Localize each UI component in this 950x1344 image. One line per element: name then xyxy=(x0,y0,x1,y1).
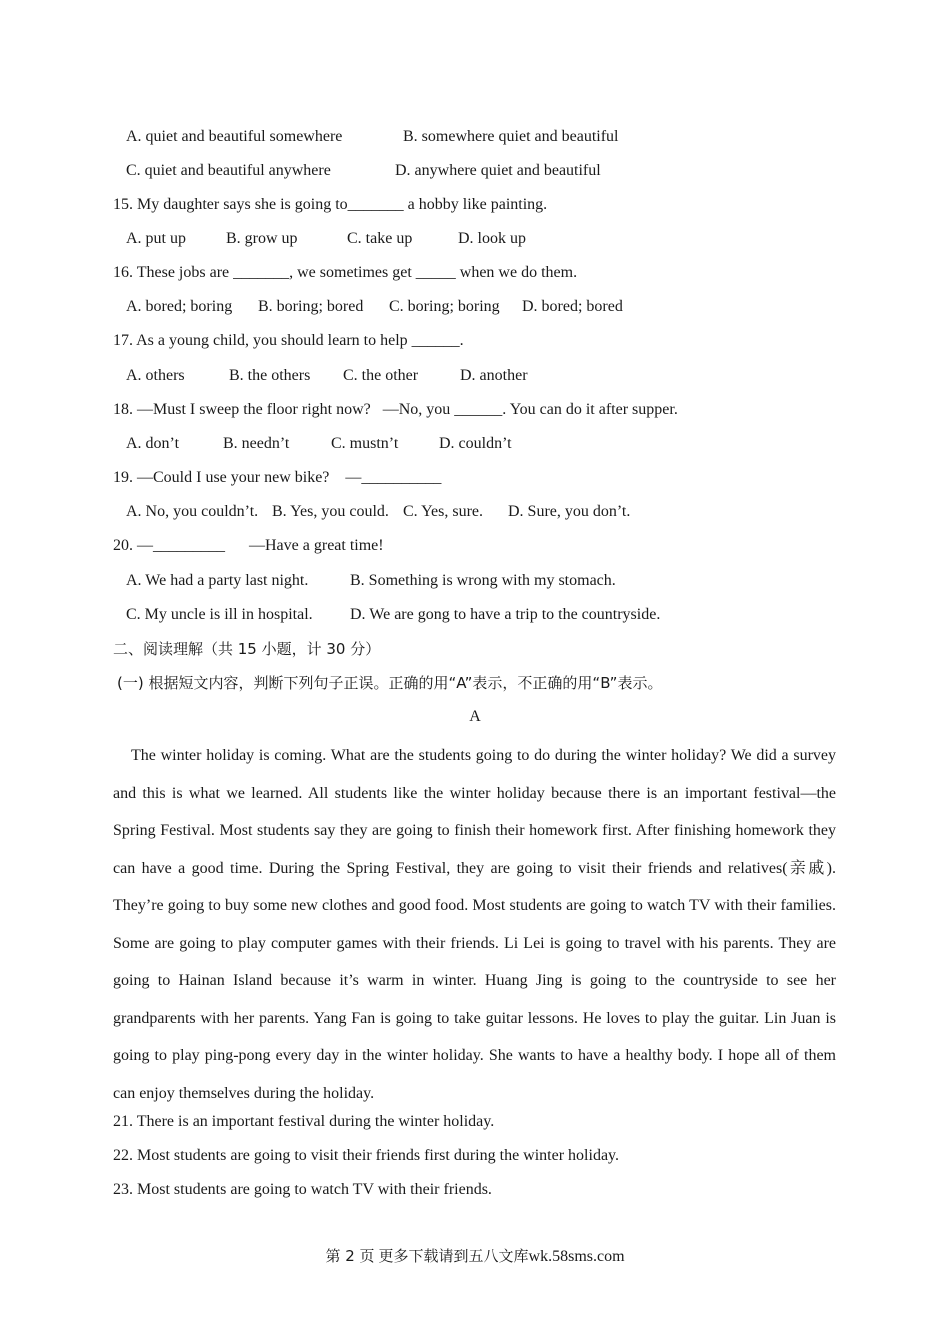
q16-option-c: C. boring; boring xyxy=(389,298,500,315)
q19-stem: 19. —Could I use your new bike? —__________ xyxy=(113,469,442,486)
q15-option-a: A. put up xyxy=(126,230,186,247)
q19-option-d: D. Sure, you don’t. xyxy=(508,503,631,520)
footer-page-number: 第 2 页 xyxy=(325,1247,375,1265)
q17-option-c: C. the other xyxy=(343,367,419,384)
q14-option-a: A. quiet and beautiful somewhere xyxy=(126,128,343,145)
q17-option-a: A. others xyxy=(126,367,185,384)
q16-stem: 16. These jobs are _______, we sometimes get _____ when we do them. xyxy=(113,264,578,281)
q14-option-b: B. somewhere quiet and beautiful xyxy=(403,128,619,145)
page-footer xyxy=(0,1246,950,1267)
q20-option-b: B. Something is wrong with my stomach. xyxy=(350,572,616,589)
q15-stem: 15. My daughter says she is going to_______ a hobby like painting. xyxy=(113,196,548,213)
q16-option-b: B. boring; bored xyxy=(258,298,364,315)
q15-option-b: B. grow up xyxy=(226,230,298,247)
q18-stem: 18. —Must I sweep the floor right now? —No, you ______. You can do it after supper. xyxy=(113,401,678,418)
q20-option-a: A. We had a party last night. xyxy=(126,572,309,589)
q16-option-d: D. bored; bored xyxy=(522,298,623,315)
passage-text: The winter holiday is coming. What are the students going to do during the winter holiday? We did a survey and this is what we learned. All students like the winter holiday because there is an important festival—the Spring Festival. Most students say they are going to finish their homework first. After finishing homework they can have a good time. During the Spring Festival, they are going to visit their friends and relatives(亲戚). They’re going to buy some new clothes and good food. Most students are going to watch TV with their families. Some are going to play computer games with their friends. Li Lei is going to travel with his parents. They are going to Hainan Island because it’s warm in winter. Huang Jing is going to the countryside to see her grandparents with her parents. Yang Fan is going to take guitar lessons. He loves to play the guitar. Lin Juan is going to play ping-pong every day in the winter holiday. She wants to have a healthy body. I hope all of them can enjoy themselves during the holiday. xyxy=(113,747,836,1102)
passage-title: A xyxy=(469,708,481,725)
footer-promo: 更多下载请到五八文库 xyxy=(378,1247,529,1265)
q15-option-d: D. look up xyxy=(458,230,526,247)
section-instruction: (一) 根据短文内容，判断下列句子正误。正确的用“A”表示，不正确的用“B”表示。 xyxy=(117,674,663,692)
q15-option-c: C. take up xyxy=(347,230,413,247)
q18-option-b: B. needn’t xyxy=(223,435,290,452)
q17-stem: 17. As a young child, you should learn to help ______. xyxy=(113,332,464,349)
q19-option-a: A. No, you couldn’t. xyxy=(126,503,259,520)
q17-option-d: D. another xyxy=(460,367,528,384)
statement-21: 21. There is an important festival during the winter holiday. xyxy=(113,1113,495,1130)
statement-22: 22. Most students are going to visit their friends first during the winter holiday. xyxy=(113,1147,619,1164)
q16-option-a: A. bored; boring xyxy=(126,298,233,315)
footer-site-link[interactable]: wk.58sms.com xyxy=(528,1248,625,1265)
q17-option-b: B. the others xyxy=(229,367,311,384)
q14-option-c: C. quiet and beautiful anywhere xyxy=(126,162,331,179)
q18-option-a: A. don’t xyxy=(126,435,180,452)
section-heading: 二、阅读理解（共 15 小题，计 30 分） xyxy=(113,640,381,658)
q20-option-c: C. My uncle is ill in hospital. xyxy=(126,606,313,623)
q14-option-d: D. anywhere quiet and beautiful xyxy=(395,162,601,179)
q19-option-c: C. Yes, sure. xyxy=(403,503,484,520)
q18-option-c: C. mustn’t xyxy=(331,435,399,452)
q18-option-d: D. couldn’t xyxy=(439,435,512,452)
q20-option-d: D. We are gong to have a trip to the countryside. xyxy=(350,606,661,623)
statement-23: 23. Most students are going to watch TV with their friends. xyxy=(113,1181,492,1198)
q19-option-b: B. Yes, you could. xyxy=(272,503,389,520)
q20-stem: 20. —_________ —Have a great time! xyxy=(113,537,384,554)
